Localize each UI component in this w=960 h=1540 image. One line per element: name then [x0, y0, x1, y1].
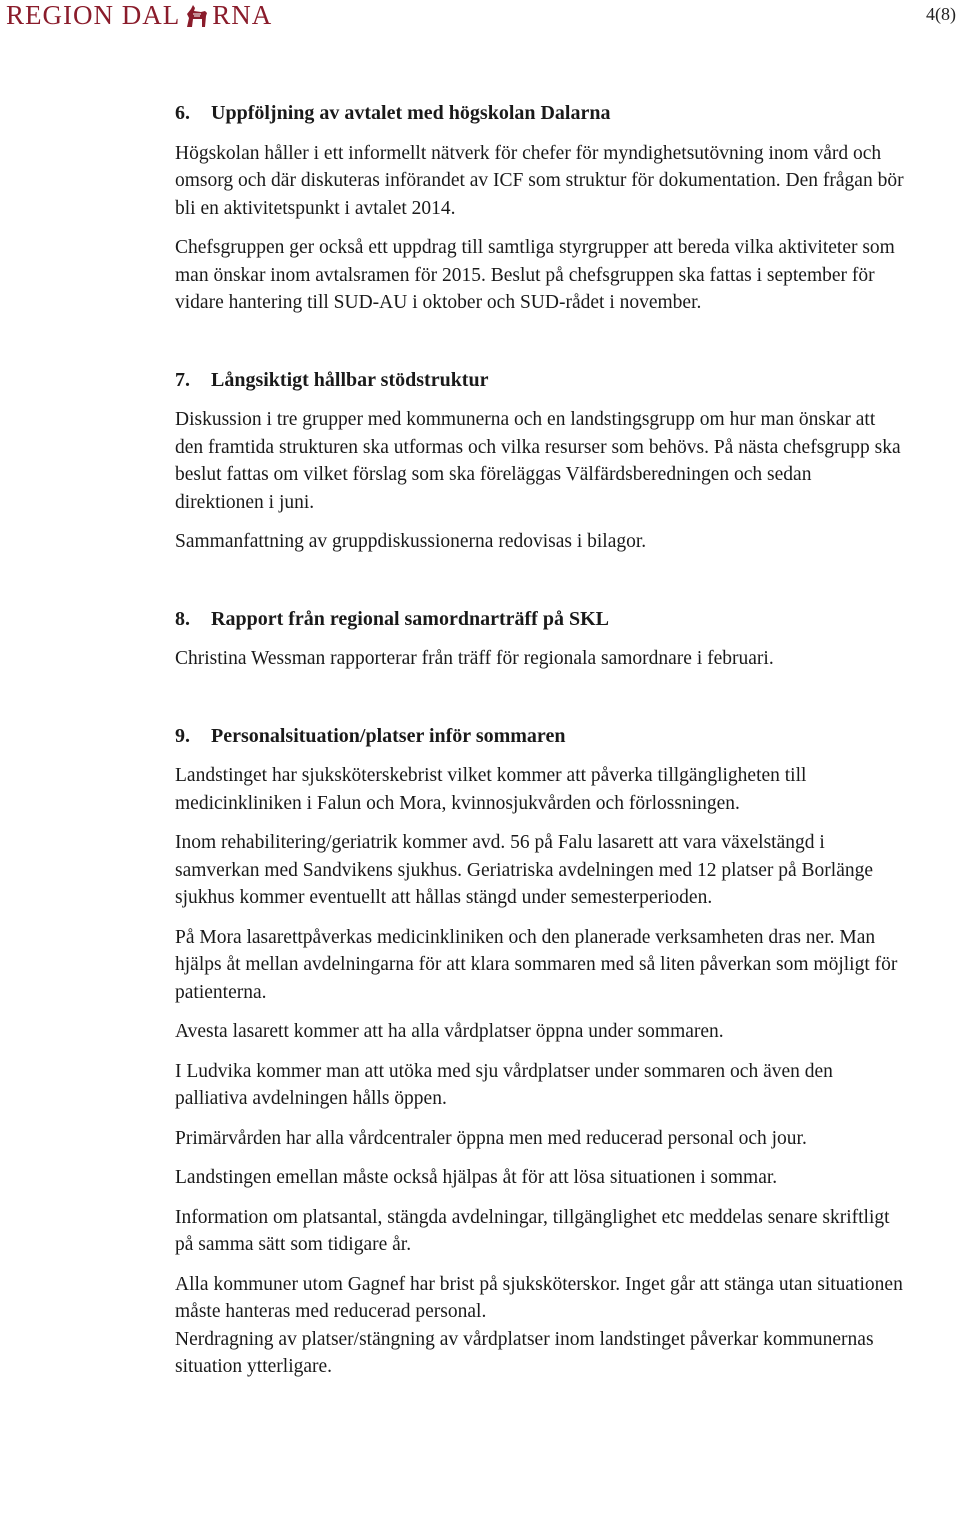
- section-heading: [175, 606, 905, 634]
- section-number: 8.: [175, 607, 190, 630]
- section-number: 9.: [175, 724, 190, 747]
- region-dalarna-logo: [6, 0, 272, 31]
- section-heading: [175, 723, 905, 751]
- paragraph: Information om platsantal, stängda avdelningar, tillgänglighet etc meddelas senare skriftligt på samma sätt som tidigare år.: [175, 1206, 890, 1255]
- section-title: Personalsituation/platser inför sommaren: [211, 724, 566, 747]
- paragraph: På Mora lasarettpåverkas medicinkliniken och den planerade verksamheten dras ner. Man hjälps åt mellan avdelningarna för att klara sommaren med så liten påverkan som möjligt för patienterna.: [175, 926, 898, 1003]
- paragraph: Inom rehabilitering/geriatrik kommer avd. 56 på Falu lasarett att vara växelstängd i samverkan med Sandvikens sjukhus. Geriatriska avdelningen med 12 platser på Borlänge sjukhus kommer eventuellt att hållas stängd under semesterperioden.: [175, 832, 874, 908]
- section-title: Uppföljning av avtalet med högskolan Dalarna: [211, 102, 611, 124]
- paragraph: Primärvården har alla vårdcentraler öppna men med reducerad personal och jour.: [175, 1127, 807, 1149]
- paragraph: Christina Wessman rapporterar från träff för regionala samordnare i februari.: [175, 648, 774, 669]
- paragraph: Landstinget har sjuksköterskebrist vilket kommer att påverka tillgängligheten till medicinkliniken i Falun och Mora, kvinnosjukvården och förlossningen.: [175, 765, 807, 814]
- section-number: 6.: [175, 102, 190, 124]
- paragraph: Nerdragning av platser/stängning av vårdplatser inom landstinget påverkar kommunernas situation ytterligare.: [175, 1328, 874, 1377]
- section-title: Långsiktigt hållbar stödstruktur: [211, 368, 489, 391]
- paragraph: Chefsgruppen ger också ett uppdrag till samtliga styrgrupper att bereda vilka aktiviteter som man önskar inom avtalsramen för 2015. Beslut på chefsgruppen ska fattas i september för vidare hantering till SUD-AU i oktober och SUD-rådet i november.: [175, 237, 895, 313]
- paragraph: Sammanfattning av gruppdiskussionerna redovisas i bilagor.: [175, 531, 647, 552]
- section-title: Rapport från regional samordnarträff på SKL: [211, 607, 609, 630]
- paragraph: Diskussion i tre grupper med kommunerna och en landstingsgrupp om hur man önskar att den framtida strukturen ska utformas och vilka resurser som behövs. På nästa chefsgrupp ska beslut fattas om vilket förslag som ska föreläggas Välfärdsberedningen och sedan direktionen i juni.: [175, 409, 901, 513]
- paragraph: Avesta lasarett kommer att ha alla vårdplatser öppna under sommaren.: [175, 1021, 724, 1042]
- paragraph: Högskolan håller i ett informellt nätverk för chefer för myndighetsutövning inom vård och omsorg och där diskuteras införandet av ICF som struktur för dokumentation. Den frågan bör bli en aktivitetspunkt i avtalet 2014.: [175, 142, 904, 219]
- logo-text-left: REGION DAL: [6, 0, 181, 30]
- dala-horse-icon: [181, 3, 211, 29]
- section-number: 7.: [175, 368, 190, 391]
- paragraph: Landstingen emellan måste också hjälpas åt för att lösa situationen i sommar.: [175, 1167, 778, 1188]
- paragraph: Alla kommuner utom Gagnef har brist på sjuksköterskor. Inget går att stänga utan situationen måste hanteras med reducerad personal.: [175, 1273, 903, 1322]
- page-number: 4(8): [926, 4, 956, 24]
- section-heading: [175, 100, 905, 128]
- logo-text-right: RNA: [212, 0, 273, 30]
- document-body: [175, 100, 905, 1381]
- paragraph: I Ludvika kommer man att utöka med sju vårdplatser under sommaren och även den palliativa avdelningen hålls öppen.: [175, 1060, 833, 1109]
- section-heading: [175, 367, 905, 395]
